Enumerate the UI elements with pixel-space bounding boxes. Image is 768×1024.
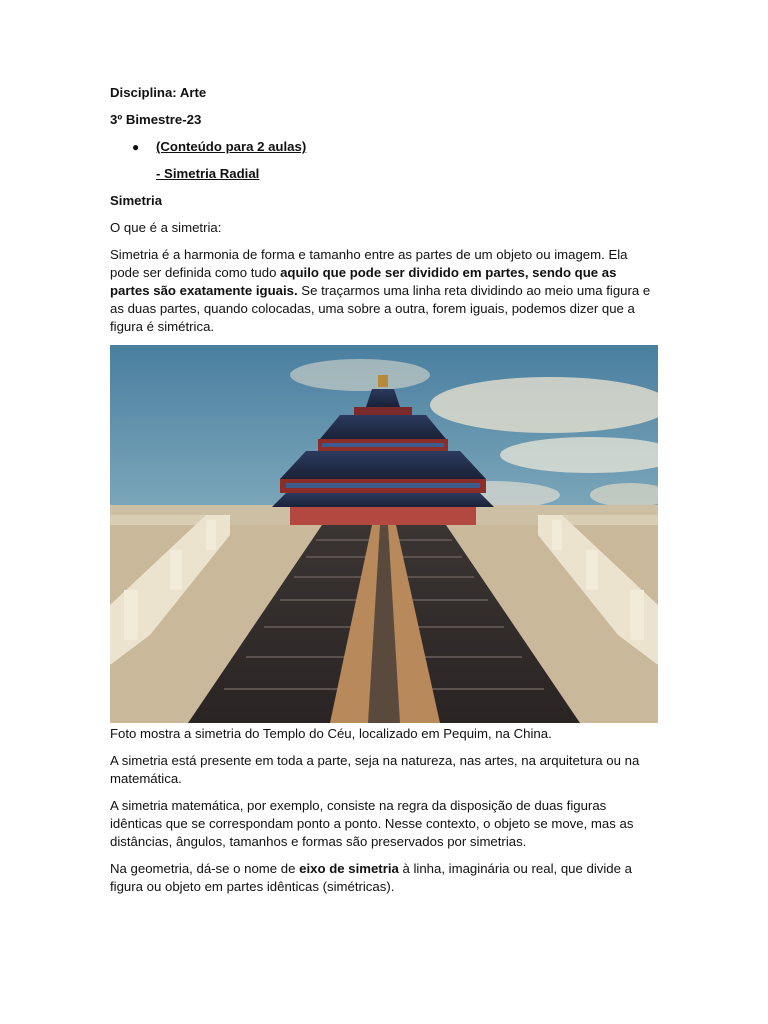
- presence-paragraph: A simetria está presente em toda a parte, seja na natureza, nas artes, na arquitetura ou na matemática.: [110, 753, 640, 786]
- definition-text-2: Se traçarmos uma linha reta dividindo ao meio uma figura e as duas partes, quando colocadas, uma sobre a outra, forem iguais, podemos dizer que a figura é simétrica.: [110, 283, 651, 334]
- term-line: 3º Bimestre-23: [110, 112, 202, 127]
- photo-caption: Foto mostra a simetria do Templo do Céu, localizado em Pequim, na China.: [110, 726, 552, 741]
- bullet-text: (Conteúdo para 2 aulas): [156, 139, 307, 154]
- bullet-dot-icon: ●: [132, 140, 140, 154]
- definition-paragraph: [110, 246, 658, 336]
- axis-bold: eixo de simetria: [299, 861, 399, 876]
- axis-text-1: Na geometria, dá-se o nome de: [110, 861, 300, 876]
- section-title: Simetria: [110, 193, 163, 208]
- question-line: O que é a simetria:: [110, 220, 222, 235]
- subitem-simetria-radial: - Simetria Radial: [156, 166, 260, 181]
- definition-bold: aquilo que pode ser dividido em partes, sendo que as partes são exatamente iguais.: [110, 265, 617, 298]
- math-paragraph: A simetria matemática, por exemplo, consiste na regra da disposição de duas figuras idênticas que se correspondam ponto a ponto. Nesse contexto, o objeto se move, mas as distâncias, ângulos, tamanhos e formas são preservados por simetrias.: [110, 798, 634, 849]
- axis-paragraph: [110, 860, 658, 896]
- document-content: [110, 84, 658, 905]
- axis-text-2: à linha, imaginária ou real, que divide a figura ou objeto em partes idênticas (simétricas).: [110, 861, 632, 894]
- temple-of-heaven-photo: [110, 345, 658, 723]
- bullet-item: [110, 138, 658, 156]
- subject-line: Disciplina: Arte: [110, 85, 207, 100]
- definition-text-1: Simetria é a harmonia de forma e tamanho entre as partes de um objeto ou imagem. Ela pode ser definida como tudo: [110, 247, 628, 280]
